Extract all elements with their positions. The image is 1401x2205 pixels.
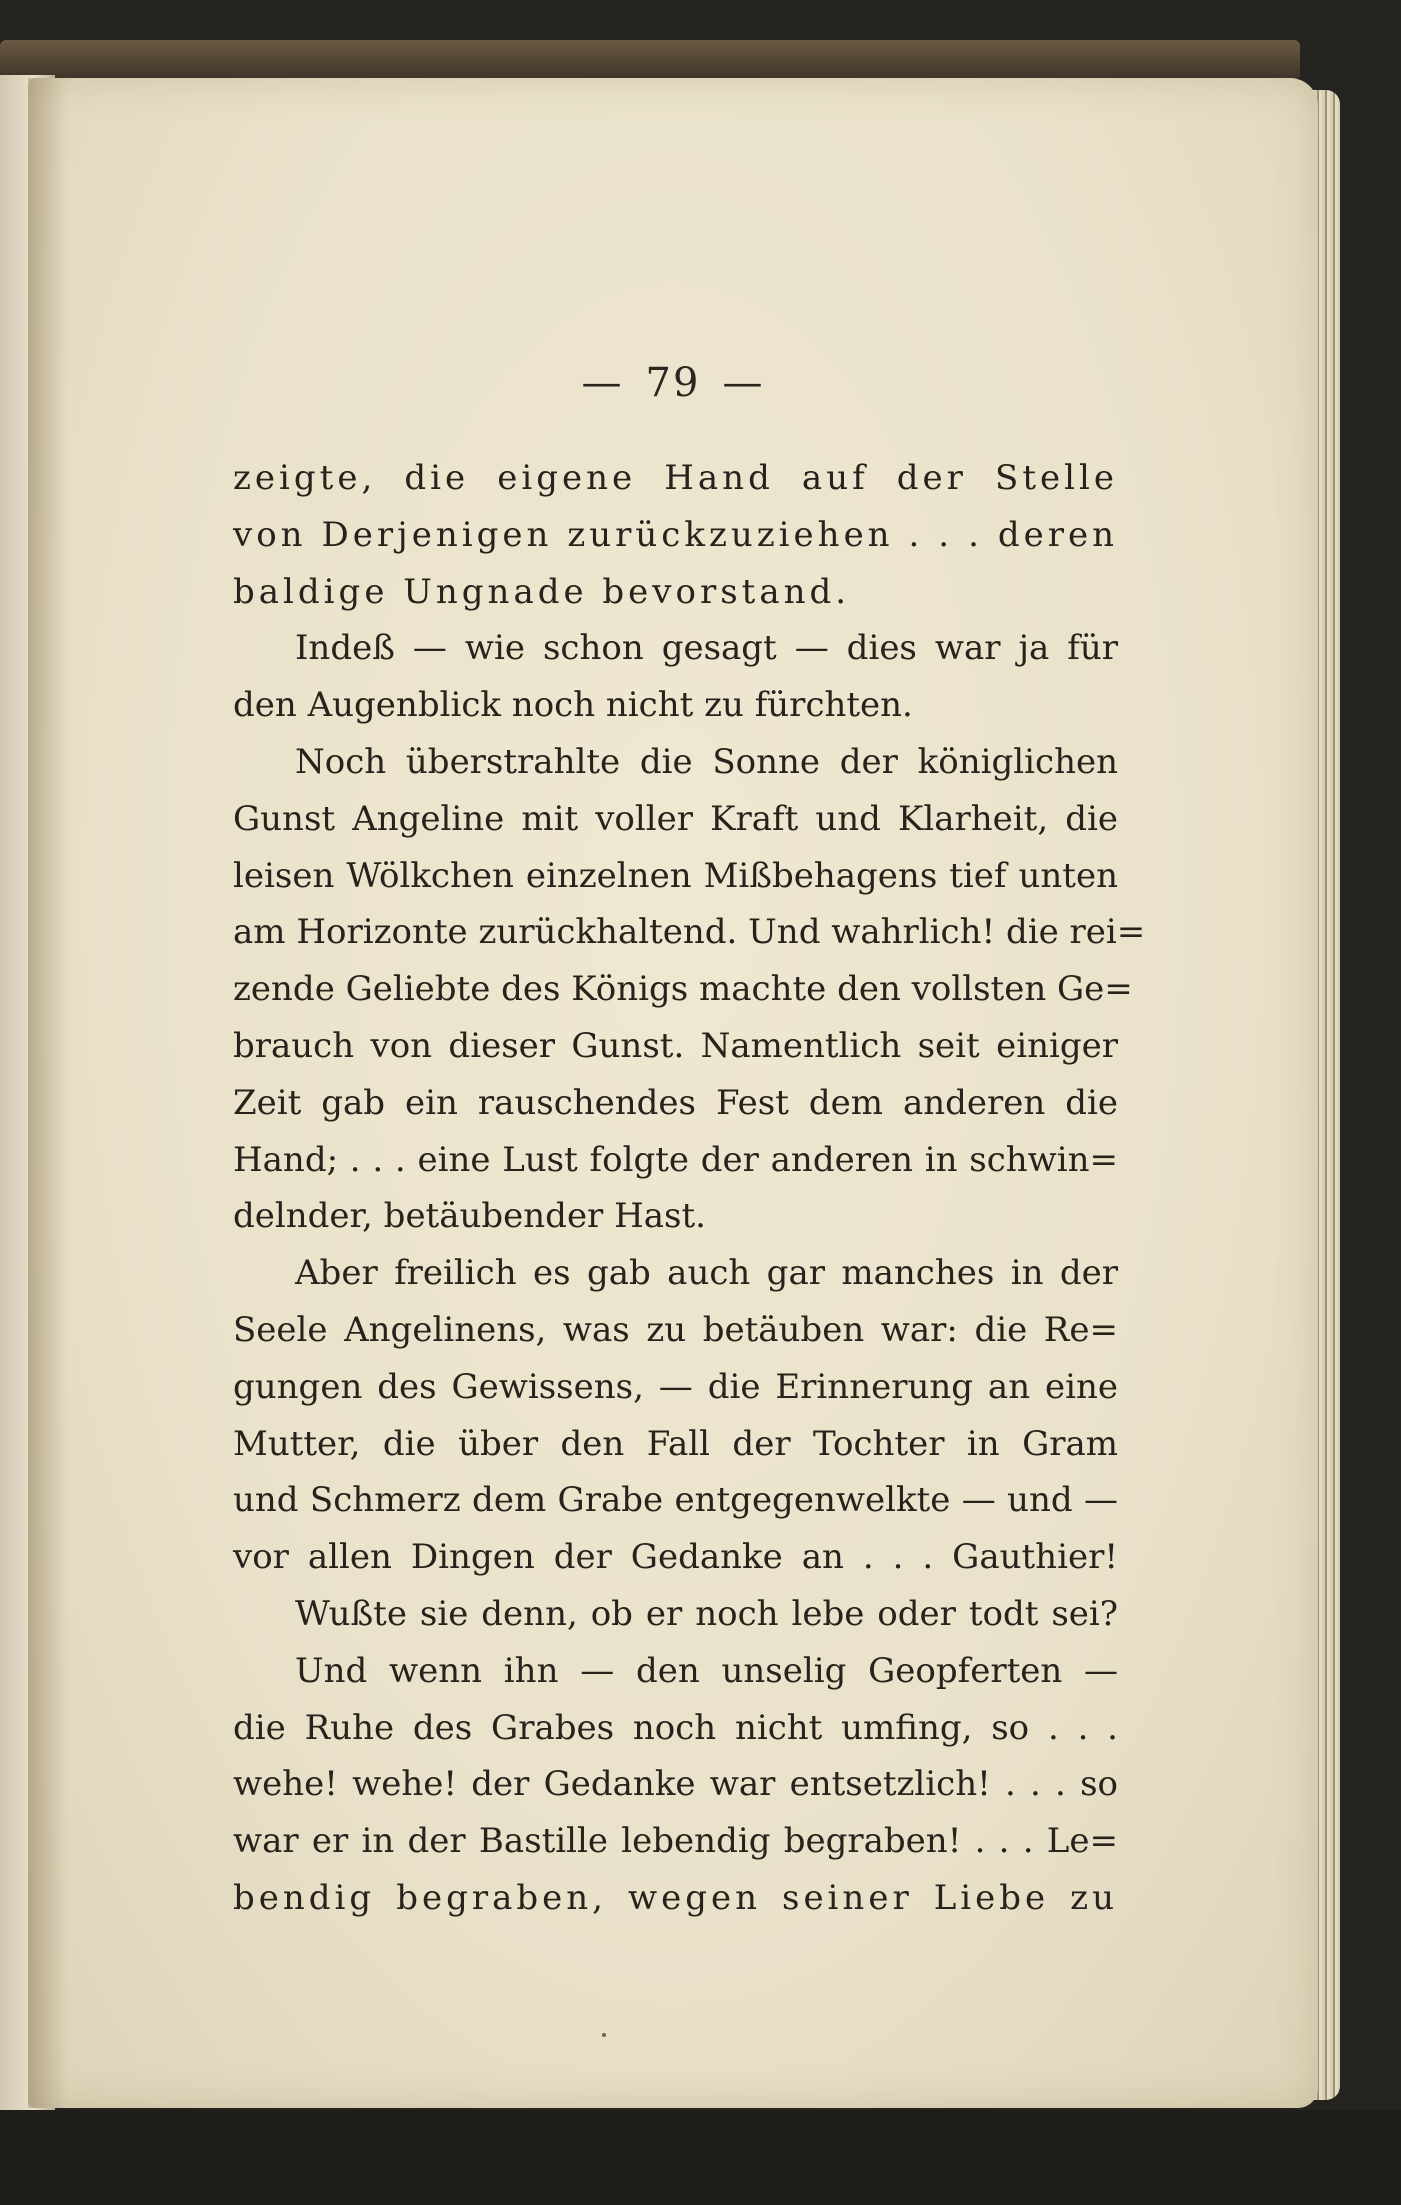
text-line: Und wenn ihn — den unselig Geopferten — <box>295 1650 1118 1691</box>
text-line: Zeit gab ein rauschendes Fest dem anderen die <box>233 1082 1118 1123</box>
text-line: zende Geliebte des Königs machte den vollsten Ge= <box>233 969 1133 1010</box>
text-line: am Horizonte zurückhaltend. Und wahrlich! die rei= <box>233 912 1146 953</box>
text-line: die Ruhe des Grabes noch nicht umfing, so . . . <box>233 1707 1118 1748</box>
header-dash-right: — <box>722 360 765 406</box>
page-header <box>28 360 1318 406</box>
text-line: den Augenblick noch nicht zu fürchten. <box>233 685 913 726</box>
text-line: zeigte, die eigene Hand auf der Stelle <box>233 458 1118 498</box>
text-line: war er in der Bastille lebendig begraben! . . . Le= <box>233 1821 1118 1862</box>
text-line: Noch überstrahlte die Sonne der königlichen <box>295 741 1118 782</box>
text-line: brauch von dieser Gunst. Namentlich seit einiger <box>233 1025 1118 1066</box>
text-line: gungen des Gewissens, — die Erinnerung an eine <box>233 1366 1118 1407</box>
body-text <box>233 450 1146 1927</box>
text-line: Mutter, die über den Fall der Tochter in Gram <box>233 1423 1118 1464</box>
text-line: und Schmerz dem Grabe entgegenwelkte — und — <box>233 1480 1118 1521</box>
book-cover-top-edge <box>0 40 1300 80</box>
text-line: von Derjenigen zurückzuziehen . . . deren <box>233 514 1118 555</box>
text-line: vor allen Dingen der Gedanke an . . . Gauthier! <box>233 1537 1118 1578</box>
text-line: Seele Angelinens, was zu betäuben war: die Re= <box>233 1309 1118 1350</box>
text-line: Gunst Angeline mit voller Kraft und Klarheit, die <box>233 798 1118 839</box>
text-line: Indeß — wie schon gesagt — dies war ja für <box>295 628 1118 669</box>
page-gutter-shadow <box>28 78 68 2108</box>
text-line: baldige Ungnade bevorstand. <box>233 571 851 612</box>
text-line: Wußte sie denn, ob er noch lebe oder todt sei? <box>295 1593 1118 1634</box>
text-line: delnder, betäubender Hast. <box>233 1196 706 1237</box>
page-number: 79 <box>645 360 701 406</box>
text-line: bendig begraben, wegen seiner Liebe zu <box>233 1877 1118 1918</box>
header-dash-left: — <box>581 360 624 406</box>
text-line: leisen Wölkchen einzelnen Mißbehagens tief unten <box>233 855 1118 896</box>
text-line: wehe! wehe! der Gedanke war entsetzlich! . . . so <box>233 1764 1118 1805</box>
text-line: Hand; . . . eine Lust folgte der anderen in schwin= <box>233 1139 1118 1180</box>
pencil-mark <box>602 2033 606 2037</box>
background-bottom <box>0 2110 1401 2205</box>
text-line: Aber freilich es gab auch gar manches in der <box>295 1253 1118 1294</box>
book-page <box>28 78 1318 2108</box>
